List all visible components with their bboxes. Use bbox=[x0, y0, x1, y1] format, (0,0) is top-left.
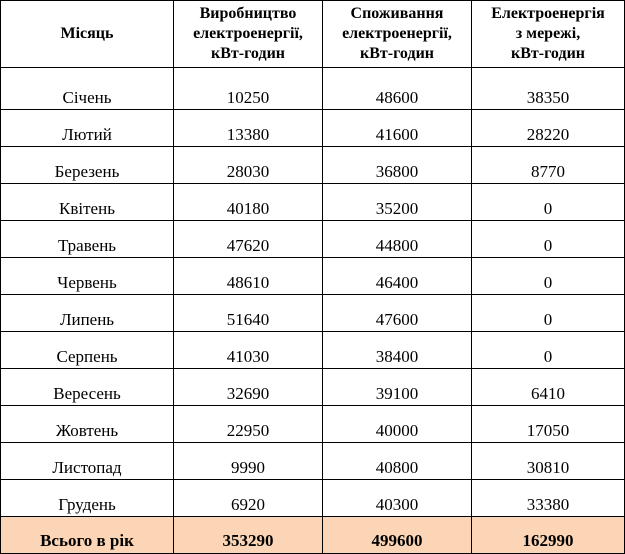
total-production: 353290 bbox=[174, 517, 323, 554]
consumption-cell: 36800 bbox=[323, 147, 472, 184]
consumption-cell: 48600 bbox=[323, 68, 472, 110]
header-production-line: Виробництво bbox=[199, 5, 297, 22]
grid-cell: 33380 bbox=[472, 480, 625, 517]
month-cell: Квітень bbox=[1, 184, 174, 221]
table-row bbox=[1, 332, 625, 369]
header-consumption bbox=[323, 1, 472, 68]
table-row bbox=[1, 369, 625, 406]
month-cell: Серпень bbox=[1, 332, 174, 369]
grid-cell: 0 bbox=[472, 295, 625, 332]
month-cell: Січень bbox=[1, 68, 174, 110]
month-cell: Липень bbox=[1, 295, 174, 332]
header-row bbox=[1, 1, 625, 68]
consumption-cell: 40000 bbox=[323, 406, 472, 443]
production-cell: 47620 bbox=[174, 221, 323, 258]
header-production-line: кВт-годин bbox=[210, 45, 285, 62]
header-consumption-line: кВт-годин bbox=[359, 45, 434, 62]
total-grid: 162990 bbox=[472, 517, 625, 554]
grid-cell: 38350 bbox=[472, 68, 625, 110]
consumption-cell: 46400 bbox=[323, 258, 472, 295]
grid-cell: 30810 bbox=[472, 443, 625, 480]
production-cell: 48610 bbox=[174, 258, 323, 295]
month-cell: Травень bbox=[1, 221, 174, 258]
consumption-cell: 40300 bbox=[323, 480, 472, 517]
header-grid bbox=[472, 1, 625, 68]
consumption-cell: 44800 bbox=[323, 221, 472, 258]
table-row bbox=[1, 184, 625, 221]
header-production bbox=[174, 1, 323, 68]
header-production-line: електроенергії, bbox=[193, 25, 303, 42]
header-grid-line: Електроенергія bbox=[491, 5, 605, 22]
month-cell: Червень bbox=[1, 258, 174, 295]
table-row bbox=[1, 480, 625, 517]
total-consumption: 499600 bbox=[323, 517, 472, 554]
table-row bbox=[1, 68, 625, 110]
consumption-cell: 41600 bbox=[323, 110, 472, 147]
consumption-cell: 35200 bbox=[323, 184, 472, 221]
total-row bbox=[1, 517, 625, 554]
grid-cell: 0 bbox=[472, 184, 625, 221]
month-cell: Лютий bbox=[1, 110, 174, 147]
production-cell: 6920 bbox=[174, 480, 323, 517]
table-row bbox=[1, 258, 625, 295]
grid-cell: 28220 bbox=[472, 110, 625, 147]
header-grid-line: кВт-годин bbox=[510, 45, 585, 62]
production-cell: 40180 bbox=[174, 184, 323, 221]
grid-cell: 0 bbox=[472, 221, 625, 258]
total-label: Всього в рік bbox=[1, 517, 174, 554]
consumption-cell: 47600 bbox=[323, 295, 472, 332]
table-header bbox=[1, 1, 625, 68]
production-cell: 22950 bbox=[174, 406, 323, 443]
header-consumption-line: Споживання bbox=[350, 5, 444, 22]
month-cell: Жовтень bbox=[1, 406, 174, 443]
production-cell: 32690 bbox=[174, 369, 323, 406]
table-row bbox=[1, 406, 625, 443]
month-cell: Листопад bbox=[1, 443, 174, 480]
production-cell: 41030 bbox=[174, 332, 323, 369]
month-cell: Грудень bbox=[1, 480, 174, 517]
table-row bbox=[1, 110, 625, 147]
header-month bbox=[1, 1, 174, 68]
production-cell: 10250 bbox=[174, 68, 323, 110]
grid-cell: 6410 bbox=[472, 369, 625, 406]
production-cell: 9990 bbox=[174, 443, 323, 480]
grid-cell: 8770 bbox=[472, 147, 625, 184]
table-footer bbox=[1, 517, 625, 554]
grid-cell: 0 bbox=[472, 258, 625, 295]
table-row bbox=[1, 147, 625, 184]
consumption-cell: 38400 bbox=[323, 332, 472, 369]
grid-cell: 17050 bbox=[472, 406, 625, 443]
table-row bbox=[1, 221, 625, 258]
header-grid-line: з мережі, bbox=[515, 25, 581, 42]
consumption-cell: 39100 bbox=[323, 369, 472, 406]
production-cell: 28030 bbox=[174, 147, 323, 184]
production-cell: 51640 bbox=[174, 295, 323, 332]
production-cell: 13380 bbox=[174, 110, 323, 147]
grid-cell: 0 bbox=[472, 332, 625, 369]
month-cell: Березень bbox=[1, 147, 174, 184]
table-row bbox=[1, 295, 625, 332]
table-body bbox=[1, 68, 625, 517]
header-month-line: Місяць bbox=[60, 25, 114, 42]
month-cell: Вересень bbox=[1, 369, 174, 406]
header-consumption-line: електроенергії, bbox=[342, 25, 452, 42]
table-row bbox=[1, 443, 625, 480]
consumption-cell: 40800 bbox=[323, 443, 472, 480]
